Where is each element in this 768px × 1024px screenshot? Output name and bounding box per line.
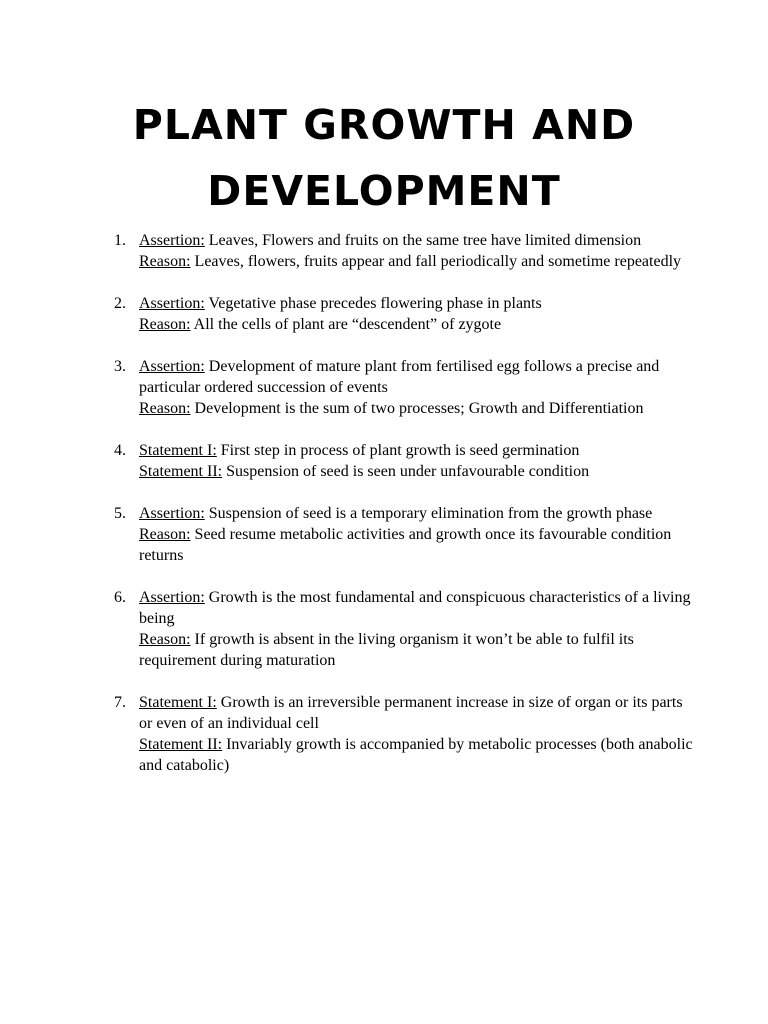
first-line: [139, 356, 694, 398]
first-text: Leaves, Flowers and fruits on the same tree have limited dimension: [208, 232, 642, 249]
second-text: Development is the sum of two processes; Growth and Differentiation: [194, 400, 644, 417]
question-number: 6.: [114, 589, 126, 606]
first-text: First step in process of plant growth is seed germination: [220, 442, 580, 459]
second-label: Reason:: [139, 253, 191, 270]
second-line: [139, 461, 694, 482]
question-number: 1.: [114, 232, 126, 249]
second-label: Reason:: [139, 400, 191, 417]
first-text: Growth is the most fundamental and conspicuous characteristics of a living being: [139, 589, 691, 627]
first-label: Assertion:: [139, 505, 205, 522]
first-label: Assertion:: [139, 358, 205, 375]
question-item-6: [114, 587, 694, 671]
second-line: [139, 251, 694, 272]
second-line: [139, 629, 694, 671]
first-line: [139, 692, 694, 734]
question-item-3: [114, 356, 694, 419]
first-line: [139, 587, 694, 629]
second-line: [139, 314, 694, 335]
first-line: [139, 293, 694, 314]
question-number: 2.: [114, 295, 126, 312]
first-text: Vegetative phase precedes flowering phase in plants: [208, 295, 542, 312]
first-label: Assertion:: [139, 232, 205, 249]
question-number: 3.: [114, 358, 126, 375]
question-item-7: [114, 692, 694, 776]
first-label: Assertion:: [139, 589, 205, 606]
second-text: Invariably growth is accompanied by metabolic processes (both anabolic and catabolic): [139, 736, 693, 774]
question-number: 4.: [114, 442, 126, 459]
second-text: Suspension of seed is seen under unfavourable condition: [226, 463, 590, 480]
first-line: [139, 503, 694, 524]
first-label: Statement I:: [139, 694, 217, 711]
second-label: Statement II:: [139, 736, 223, 753]
second-line: [139, 398, 694, 419]
question-item-1: [114, 230, 694, 272]
question-item-5: [114, 503, 694, 566]
first-line: [139, 230, 694, 251]
question-number: 5.: [114, 505, 126, 522]
second-line: [139, 524, 694, 566]
title-line-2: DEVELOPMENT: [207, 167, 561, 215]
second-text: All the cells of plant are “descendent” of zygote: [193, 316, 502, 333]
second-label: Reason:: [139, 631, 191, 648]
page-title: [0, 92, 768, 224]
first-text: Growth is an irreversible permanent increase in size of organ or its parts or even of an individual cell: [139, 694, 683, 732]
question-item-2: [114, 293, 694, 335]
first-label: Statement I:: [139, 442, 217, 459]
question-item-4: [114, 440, 694, 482]
second-line: [139, 734, 694, 776]
second-text: Leaves, flowers, fruits appear and fall periodically and sometime repeatedly: [194, 253, 682, 270]
second-label: Statement II:: [139, 463, 223, 480]
second-label: Reason:: [139, 316, 191, 333]
first-text: Development of mature plant from fertilised egg follows a precise and particular ordered succession of events: [139, 358, 660, 396]
second-text: Seed resume metabolic activities and growth once its favourable condition returns: [139, 526, 672, 564]
title-line-1: PLANT GROWTH AND: [132, 101, 636, 149]
second-label: Reason:: [139, 526, 191, 543]
first-label: Assertion:: [139, 295, 205, 312]
second-text: If growth is absent in the living organism it won’t be able to fulfil its requirement during maturation: [139, 631, 634, 669]
question-number: 7.: [114, 694, 126, 711]
first-line: [139, 440, 694, 461]
question-list: [114, 230, 694, 797]
first-text: Suspension of seed is a temporary elimination from the growth phase: [208, 505, 653, 522]
